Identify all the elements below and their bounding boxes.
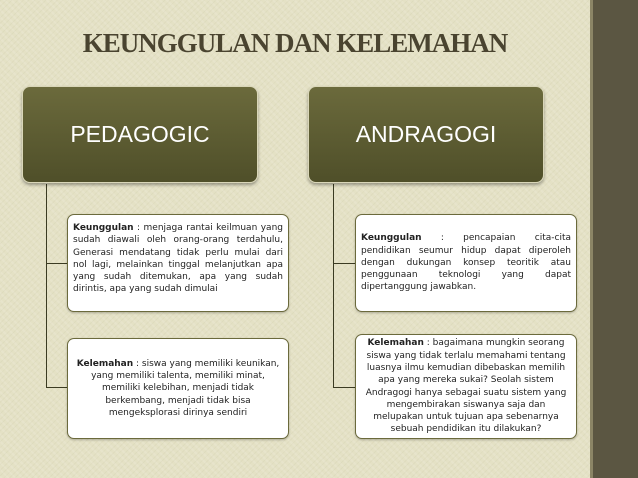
pedagogic-header: [22, 86, 258, 183]
andragogi-advantage-card: [355, 214, 577, 312]
connector-line: [46, 184, 47, 388]
connector-line: [46, 387, 68, 388]
advantage-text: : menjaga rantai keilmuan yang sudah diawali oleh orang-orang terdahulu, Generasi mendatang tidak perlu mulai dari nol lagi, melainkan tinggal melanjutkan apa yang sudah ditemukan, apa yang sudah dirintis, apa yang sudah dimulai: [73, 223, 283, 295]
pedagogic-header-label: PEDAGOGIC: [70, 121, 210, 147]
andragogi-header-label: ANDRAGOGI: [355, 121, 497, 147]
connector-line: [333, 184, 334, 388]
connector-line: [333, 263, 355, 264]
weakness-text: : bagaimana mungkin seorang siswa yang tidak terlalu memahami tentang luasnya ilmu kemudian dibebaskan memilih apa yang mereka sukai? Seolah sistem Andragogi hanya sebagai suatu sistem yang mengembirakan siswanya saja dan melupakan untuk tujuan apa sebenarnya sebuah pendidikan itu dilakukan?: [365, 338, 567, 435]
decorative-side-bar: [590, 0, 638, 478]
pedagogic-advantage-card: [67, 214, 289, 312]
weakness-text: : siswa yang memiliki keunikan, yang memiliki talenta, memiliki minat, memiliki kelebihan, menjadi tidak berkembang, menjadi tidak bisa mengeksplorasi dirinya sendiri: [91, 358, 280, 418]
advantage-text: : pencapaian cita-cita pendidikan seumur hidup dapat diperoleh dengan dukungan konsep teoritik atau penggunaan teknologi yang dapat dipertanggung jawabkan.: [361, 233, 571, 293]
weakness-label: Kelemahan: [76, 358, 134, 369]
weakness-label: Kelemahan: [367, 338, 424, 349]
advantage-label: Keunggulan: [73, 223, 134, 233]
andragogi-header: [308, 86, 544, 183]
advantage-label: Keunggulan: [361, 233, 422, 244]
pedagogic-weakness-card: [67, 338, 289, 439]
slide-title: KEUNGGULAN DAN KELEMAHAN: [82, 28, 508, 58]
andragogi-weakness-card: [355, 334, 577, 439]
connector-line: [46, 263, 68, 264]
connector-line: [333, 387, 355, 388]
